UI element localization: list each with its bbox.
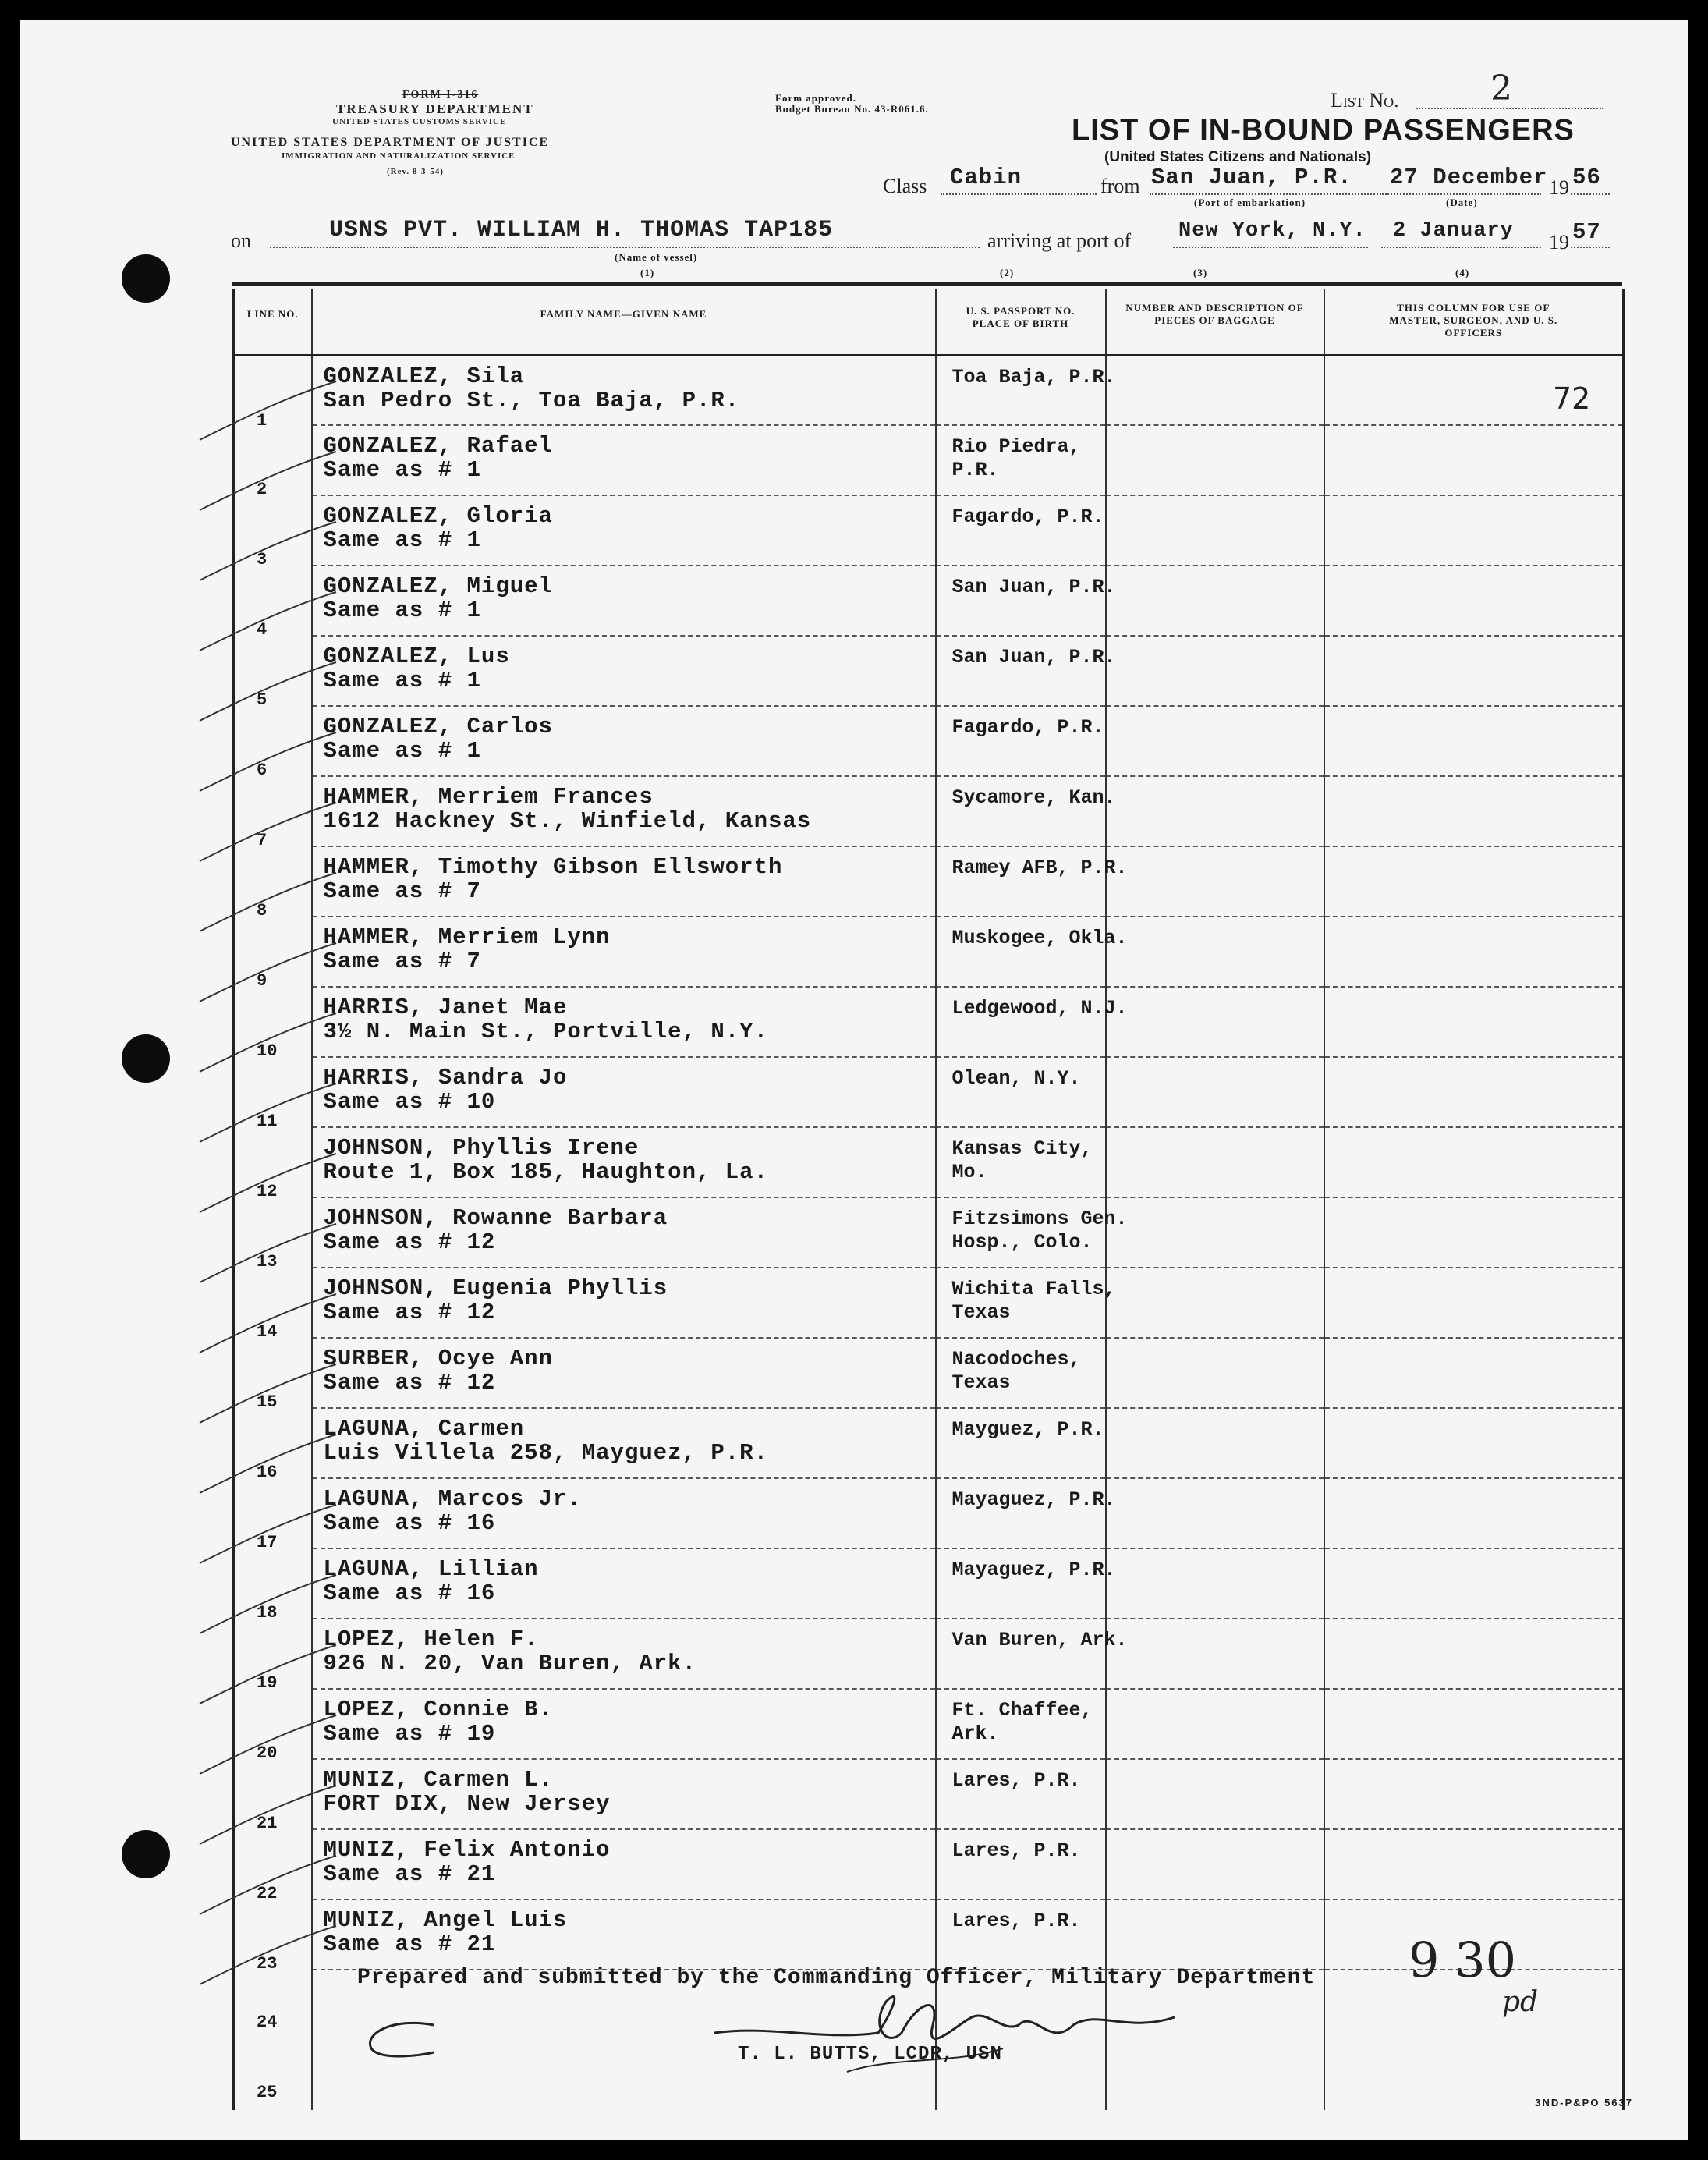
line-number: 20: [257, 1743, 278, 1763]
header-line-no: LINE NO.: [234, 289, 312, 355]
table-row: [234, 1197, 1624, 1268]
baggage-cell: [1106, 1268, 1324, 1338]
line-number-cell: [234, 1127, 312, 1201]
place-of-birth: Olean, N.Y.: [951, 1067, 1081, 1090]
place-of-birth: Toa Baja, P.R.: [951, 365, 1116, 388]
line-number: 10: [257, 1041, 278, 1061]
passenger-name: MUNIZ, Felix Antonio: [323, 1837, 611, 1863]
baggage-cell: [1106, 846, 1324, 917]
baggage-cell: [1106, 706, 1324, 776]
passenger-name: LAGUNA, Carmen: [323, 1416, 525, 1442]
table-row: [234, 846, 1624, 917]
dept-treasury: TREASURY DEPARTMENT: [336, 101, 534, 116]
arriving-label: arriving at port of: [987, 229, 1132, 252]
passenger-address: Same as # 7: [323, 949, 481, 974]
passenger-cell: [312, 987, 936, 1057]
passenger-name: HARRIS, Sandra Jo: [323, 1065, 568, 1091]
officer-cell: [1324, 425, 1624, 495]
birthplace-cell: [936, 1548, 1116, 1619]
line-number-cell: [234, 1338, 312, 1412]
line-number: 24: [257, 2013, 278, 2032]
table-row: [234, 1408, 1624, 1478]
baggage-cell: [1106, 1829, 1324, 1899]
punch-hole: [122, 1034, 170, 1083]
table-row: [234, 1619, 1624, 1689]
signature-flourish: [348, 2017, 441, 2064]
from-underline: [1150, 193, 1384, 195]
table-row: [234, 1057, 1624, 1127]
table-row: [234, 987, 1624, 1057]
officer-cell: [1324, 1057, 1624, 1127]
line-number: 5: [257, 690, 268, 710]
line-number: 16: [257, 1463, 278, 1482]
officer-cell: [1324, 846, 1624, 917]
table-row: [234, 495, 1624, 566]
line-number: 9: [257, 971, 268, 991]
table-row: [234, 1127, 1624, 1197]
col-number-3: (3): [1193, 267, 1208, 278]
birthplace-cell: [936, 776, 1116, 846]
table-row: [234, 425, 1624, 495]
passenger-address: Same as # 1: [323, 738, 481, 764]
arrival-date-underline: [1381, 247, 1541, 248]
officer-cell: [1324, 1197, 1624, 1268]
list-no-value: 2: [1490, 69, 1512, 108]
form-number: FORM I-316: [402, 89, 479, 101]
line-number-cell: [234, 2040, 312, 2110]
line-number-cell: [234, 636, 312, 710]
birthplace-cell: [936, 1689, 1106, 1759]
birthplace-cell: [936, 566, 1116, 636]
passenger-address: 1612 Hackney St., Winfield, Kansas: [323, 808, 812, 834]
baggage-cell: [1106, 1548, 1324, 1619]
header-name: FAMILY NAME—GIVEN NAME: [312, 289, 936, 355]
birthplace-cell: [936, 1478, 1116, 1548]
passenger-name: SURBER, Ocye Ann: [323, 1346, 553, 1371]
passenger-cell: [312, 1759, 936, 1829]
table-row: [234, 1478, 1624, 1548]
passenger-cell: [312, 846, 936, 917]
print-code: 3ND-P&PO 5637: [1535, 2097, 1633, 2109]
table-row: [234, 776, 1624, 846]
baggage-cell: [1106, 1408, 1324, 1478]
birthplace-cell: [936, 917, 1128, 987]
officer-cell: [1324, 1478, 1624, 1548]
baggage-cell: [1106, 776, 1324, 846]
passenger-cell: [312, 1127, 936, 1197]
birthplace-cell: [936, 495, 1106, 566]
arrival-year: 57: [1572, 219, 1601, 245]
dept-ins: IMMIGRATION AND NATURALIZATION SERVICE: [282, 151, 516, 161]
passenger-cell: [312, 1338, 936, 1408]
col-number-1: (1): [640, 267, 655, 278]
line-number-cell: [234, 1057, 312, 1131]
place-of-birth: Rio Piedra, P.R.: [951, 435, 1081, 481]
passenger-cell: [312, 1057, 936, 1127]
place-of-birth: San Juan, P.R.: [951, 646, 1116, 669]
birthplace-cell: [936, 846, 1128, 917]
passenger-name: GONZALEZ, Carlos: [323, 714, 553, 740]
line-number: 3: [257, 550, 268, 569]
table-row: [234, 706, 1624, 776]
place-of-birth: Fitzsimons Gen. Hosp., Colo.: [951, 1208, 1128, 1254]
passenger-address: Same as # 10: [323, 1089, 496, 1115]
officer-cell: [1324, 1127, 1624, 1197]
place-of-birth: Mayaguez, P.R.: [951, 1559, 1116, 1581]
date-underline: [1385, 193, 1541, 195]
passenger-cell: [312, 776, 936, 846]
baggage-cell: [1106, 987, 1324, 1057]
passenger-address: Same as # 12: [323, 1300, 496, 1325]
handwritten-time-text: 9 30: [1409, 1931, 1517, 1988]
table-row: [234, 917, 1624, 987]
officer-cell: [1324, 1408, 1624, 1478]
passenger-name: HAMMER, Merriem Frances: [323, 784, 654, 810]
place-of-birth: Fagardo, P.R.: [951, 716, 1104, 739]
passenger-address: Same as # 1: [323, 598, 481, 623]
table-top-rule: [232, 282, 1622, 286]
place-of-birth: Muskogee, Okla.: [951, 927, 1128, 949]
line-number: 6: [257, 761, 268, 780]
passenger-name: LOPEZ, Helen F.: [323, 1626, 539, 1652]
baggage-cell: [1106, 1899, 1324, 1970]
line-number: 17: [257, 1533, 278, 1552]
table-row: [234, 566, 1624, 636]
passenger-cell: [312, 1268, 936, 1338]
birthplace-cell: [936, 1057, 1106, 1127]
arrival-date: 2 January: [1393, 219, 1514, 243]
line-number: 19: [257, 1673, 278, 1693]
depart-date: 27 December: [1390, 165, 1548, 190]
table-row: [234, 355, 1624, 425]
place-of-birth: Mayguez, P.R.: [951, 1418, 1104, 1441]
arrival-port: New York, N.Y.: [1178, 219, 1366, 243]
passenger-address: Same as # 12: [323, 1229, 496, 1255]
dept-justice: UNITED STATES DEPARTMENT OF JUSTICE: [231, 136, 550, 149]
place-of-birth: Lares, P.R.: [951, 1910, 1081, 1932]
depart-year: 56: [1572, 165, 1601, 190]
passenger-address: Same as # 1: [323, 457, 481, 483]
arrival-year-prefix: 19: [1549, 231, 1569, 254]
place-of-birth: Kansas City, Mo.: [951, 1137, 1093, 1183]
birthplace-cell: [936, 1899, 1106, 1970]
passenger-table: [232, 289, 1625, 2110]
depart-year-prefix: 19: [1549, 176, 1569, 199]
line-number-cell: [234, 1197, 312, 1272]
passenger-cell: [312, 566, 936, 636]
passenger-name: LAGUNA, Marcos Jr.: [323, 1486, 582, 1512]
table-row: [234, 1338, 1624, 1408]
officer-cell: [1324, 1338, 1624, 1408]
place-of-birth: Fagardo, P.R.: [951, 505, 1104, 528]
birthplace-cell: [936, 1759, 1106, 1829]
passenger-name: GONZALEZ, Miguel: [323, 573, 553, 599]
table-row: [234, 1689, 1624, 1759]
prepared-by: Prepared and submitted by the Commanding Officer, Military Department: [357, 1966, 1316, 1990]
header-passport: U. S. PASSPORT NO. PLACE OF BIRTH: [936, 289, 1106, 355]
officer-cell: [1324, 776, 1624, 846]
on-label: on: [231, 229, 251, 252]
passenger-address: Same as # 1: [323, 527, 481, 553]
place-of-birth: Ft. Chaffee, Ark.: [951, 1699, 1093, 1745]
line-number: 7: [257, 831, 268, 850]
baggage-cell: [1106, 495, 1324, 566]
birthplace-cell: [936, 706, 1106, 776]
place-of-birth: Nacodoches, Texas: [951, 1348, 1081, 1394]
passenger-name: HARRIS, Janet Mae: [323, 995, 568, 1020]
line-number-cell: [234, 1619, 312, 1693]
passenger-name: MUNIZ, Angel Luis: [323, 1907, 568, 1933]
line-number: 2: [257, 480, 268, 499]
class-underline: [941, 193, 1097, 195]
officer-cell: [1324, 1759, 1624, 1829]
passenger-cell: [312, 917, 936, 987]
arrival-year-underline: [1571, 247, 1610, 248]
place-of-birth: Ramey AFB, P.R.: [951, 857, 1128, 879]
line-number-cell: [234, 1829, 312, 1903]
passenger-name: GONZALEZ, Lus: [323, 644, 510, 669]
table-row: [234, 636, 1624, 706]
header-baggage: NUMBER AND DESCRIPTION OF PIECES OF BAGGAGE: [1106, 289, 1324, 355]
dept-customs: UNITED STATES CUSTOMS SERVICE: [332, 117, 507, 126]
place-of-birth: Mayaguez, P.R.: [951, 1488, 1116, 1511]
line-number-cell: [234, 776, 312, 850]
passenger-name: HAMMER, Merriem Lynn: [323, 924, 611, 950]
birthplace-cell: [936, 636, 1116, 706]
birthplace-cell: [936, 1408, 1106, 1478]
line-number-cell: [234, 1548, 312, 1623]
officer-cell: [1324, 566, 1624, 636]
line-number: 1: [257, 410, 268, 431]
line-number-cell: [234, 1970, 312, 2040]
col-number-4: (4): [1455, 267, 1470, 278]
place-of-birth: Wichita Falls, Texas: [951, 1278, 1116, 1324]
table-row: [234, 1759, 1624, 1829]
passenger-name: MUNIZ, Carmen L.: [323, 1767, 553, 1793]
passenger-address: Same as # 21: [323, 1861, 496, 1887]
passenger-address: Same as # 7: [323, 878, 481, 904]
birthplace-cell: [936, 1619, 1128, 1689]
passenger-cell: [312, 1899, 936, 1970]
baggage-cell: [1106, 917, 1324, 987]
punch-hole: [122, 1830, 170, 1878]
passenger-cell: [312, 706, 936, 776]
line-number-cell: [234, 1759, 312, 1833]
passenger-cell: [312, 1478, 936, 1548]
officer-cell: [1324, 495, 1624, 566]
line-number: 18: [257, 1603, 278, 1623]
place-of-birth: Sycamore, Kan.: [951, 786, 1116, 809]
place-of-birth: Lares, P.R.: [951, 1839, 1081, 1862]
vessel-caption: (Name of vessel): [615, 251, 698, 263]
passenger-address: 3½ N. Main St., Portville, N.Y.: [323, 1019, 768, 1045]
line-number-cell: [234, 917, 312, 991]
page-title: LIST OF IN-BOUND PASSENGERS: [1072, 114, 1575, 147]
line-number-cell: [234, 987, 312, 1061]
line-number-cell: [234, 1689, 312, 1763]
officer-cell: [1324, 1548, 1624, 1619]
passenger-address: Same as # 1: [323, 668, 481, 693]
place-of-birth: Lares, P.R.: [951, 1769, 1081, 1792]
baggage-cell: [1106, 425, 1324, 495]
passenger-address: Same as # 21: [323, 1931, 496, 1957]
passenger-cell: [312, 1408, 936, 1478]
line-number: 11: [257, 1112, 278, 1131]
passenger-cell: [312, 1197, 936, 1268]
place-of-birth: Ledgewood, N.J.: [951, 997, 1128, 1020]
line-number-cell: [234, 566, 312, 640]
passenger-cell: [312, 1829, 936, 1899]
handwritten-initials: pd: [1502, 1986, 1539, 2018]
passenger-name: GONZALEZ, Gloria: [323, 503, 553, 529]
form-revision: (Rev. 8-3-54): [387, 167, 444, 176]
officer-cell: [1324, 706, 1624, 776]
officer-cell: [1324, 917, 1624, 987]
punch-hole: [122, 254, 170, 303]
passenger-cell: [312, 636, 936, 706]
baggage-cell: [1106, 1619, 1324, 1689]
class-label: Class: [883, 175, 927, 197]
line-number: 15: [257, 1392, 278, 1412]
baggage-cell: [1106, 355, 1324, 425]
table-row: [234, 1548, 1624, 1619]
passenger-name: GONZALEZ, Rafael: [323, 433, 553, 459]
baggage-cell: [1106, 1127, 1324, 1197]
line-number-cell: [234, 1478, 312, 1552]
line-number: 8: [257, 901, 268, 920]
passenger-address: 926 N. 20, Van Buren, Ark.: [323, 1651, 696, 1676]
handwritten-time: [1409, 1931, 1516, 1988]
line-number: 13: [257, 1252, 278, 1272]
passenger-name: HAMMER, Timothy Gibson Ellsworth: [323, 854, 783, 880]
passenger-cell: [312, 355, 936, 425]
line-number: 12: [257, 1182, 278, 1201]
passenger-address: Route 1, Box 185, Haughton, La.: [323, 1159, 768, 1185]
line-number: 14: [257, 1322, 278, 1342]
passenger-name: LOPEZ, Connie B.: [323, 1697, 553, 1722]
budget-bureau: Budget Bureau No. 43-R061.6.: [775, 103, 929, 115]
class-value: Cabin: [950, 165, 1022, 190]
officer-cell: [1324, 636, 1624, 706]
baggage-cell: [1106, 1689, 1324, 1759]
baggage-cell: [1106, 1338, 1324, 1408]
passenger-cell: [312, 425, 936, 495]
baggage-cell: [1106, 1478, 1324, 1548]
officer-cell: [1324, 1829, 1624, 1899]
signer-name: T. L. BUTTS, LCDR, USN: [738, 2044, 1002, 2065]
page-subtitle: (United States Citizens and Nationals): [1104, 149, 1372, 165]
passenger-cell: [312, 495, 936, 566]
passenger-cell: [312, 1689, 936, 1759]
passenger-address: San Pedro St., Toa Baja, P.R.: [323, 387, 740, 413]
birthplace-cell: [936, 355, 1116, 425]
passenger-name: JOHNSON, Rowanne Barbara: [323, 1205, 668, 1231]
from-caption: (Port of embarkation): [1194, 197, 1306, 208]
passenger-name: LAGUNA, Lillian: [323, 1556, 539, 1582]
from-value: San Juan, P.R.: [1151, 165, 1352, 190]
line-number-cell: [234, 846, 312, 920]
line-number: 25: [257, 2083, 278, 2102]
baggage-cell: [1106, 1057, 1324, 1127]
line-number-cell: [234, 1408, 312, 1482]
form-approved: Form approved.: [775, 92, 857, 104]
table-row: [234, 1268, 1624, 1338]
date-caption: (Date): [1446, 197, 1478, 208]
line-number-cell: [234, 1899, 312, 1974]
officer-note: 72: [1553, 381, 1591, 416]
birthplace-cell: [936, 425, 1106, 495]
header-officers: THIS COLUMN FOR USE OF MASTER, SURGEON, AND U. S. OFFICERS: [1324, 289, 1624, 355]
passenger-address: Same as # 12: [323, 1370, 496, 1396]
passenger-name: JOHNSON, Eugenia Phyllis: [323, 1275, 668, 1301]
passenger-address: Same as # 16: [323, 1580, 496, 1606]
place-of-birth: Van Buren, Ark.: [951, 1629, 1128, 1651]
passenger-address: Luis Villela 258, Mayguez, P.R.: [323, 1440, 768, 1466]
line-number-cell: [234, 1268, 312, 1342]
baggage-cell: [1106, 566, 1324, 636]
passenger-address: Same as # 19: [323, 1721, 496, 1747]
year-underline: [1571, 193, 1610, 195]
birthplace-cell: [936, 1268, 1116, 1338]
table-header-row: [234, 289, 1624, 355]
line-number-cell: [234, 706, 312, 780]
from-label: from: [1100, 175, 1140, 197]
table-row: [234, 1829, 1624, 1899]
baggage-cell: [1106, 1197, 1324, 1268]
birthplace-cell: [936, 1829, 1106, 1899]
line-number: 21: [257, 1814, 278, 1833]
port-underline: [1173, 247, 1368, 248]
signature: [707, 1978, 1190, 2080]
line-number: 22: [257, 1884, 278, 1903]
passenger-name: JOHNSON, Phyllis Irene: [323, 1135, 640, 1161]
birthplace-cell: [936, 1127, 1106, 1197]
line-number-cell: [234, 495, 312, 569]
list-no-label: List No.: [1331, 89, 1399, 112]
baggage-cell: [1106, 636, 1324, 706]
passenger-name: GONZALEZ, Sila: [323, 363, 525, 389]
place-of-birth: San Juan, P.R.: [951, 576, 1116, 598]
birthplace-cell: [936, 987, 1128, 1057]
passenger-address: Same as # 16: [323, 1510, 496, 1536]
line-number: 4: [257, 620, 268, 640]
baggage-cell: [1106, 1759, 1324, 1829]
officer-cell: [1324, 987, 1624, 1057]
passenger-cell: [312, 1548, 936, 1619]
vessel-name: USNS PVT. WILLIAM H. THOMAS TAP185: [329, 217, 834, 243]
col-number-2: (2): [1000, 267, 1015, 278]
line-number: 23: [257, 1954, 278, 1974]
line-number-cell: [234, 355, 312, 431]
officer-cell: [1324, 1689, 1624, 1759]
passenger-address: FORT DIX, New Jersey: [323, 1791, 611, 1817]
line-number-cell: [234, 425, 312, 499]
birthplace-cell: [936, 1197, 1128, 1268]
officer-cell: [1324, 1619, 1624, 1689]
officer-cell: [1324, 1268, 1624, 1338]
passenger-cell: [312, 1619, 936, 1689]
birthplace-cell: [936, 1338, 1106, 1408]
vessel-underline: [270, 247, 980, 248]
